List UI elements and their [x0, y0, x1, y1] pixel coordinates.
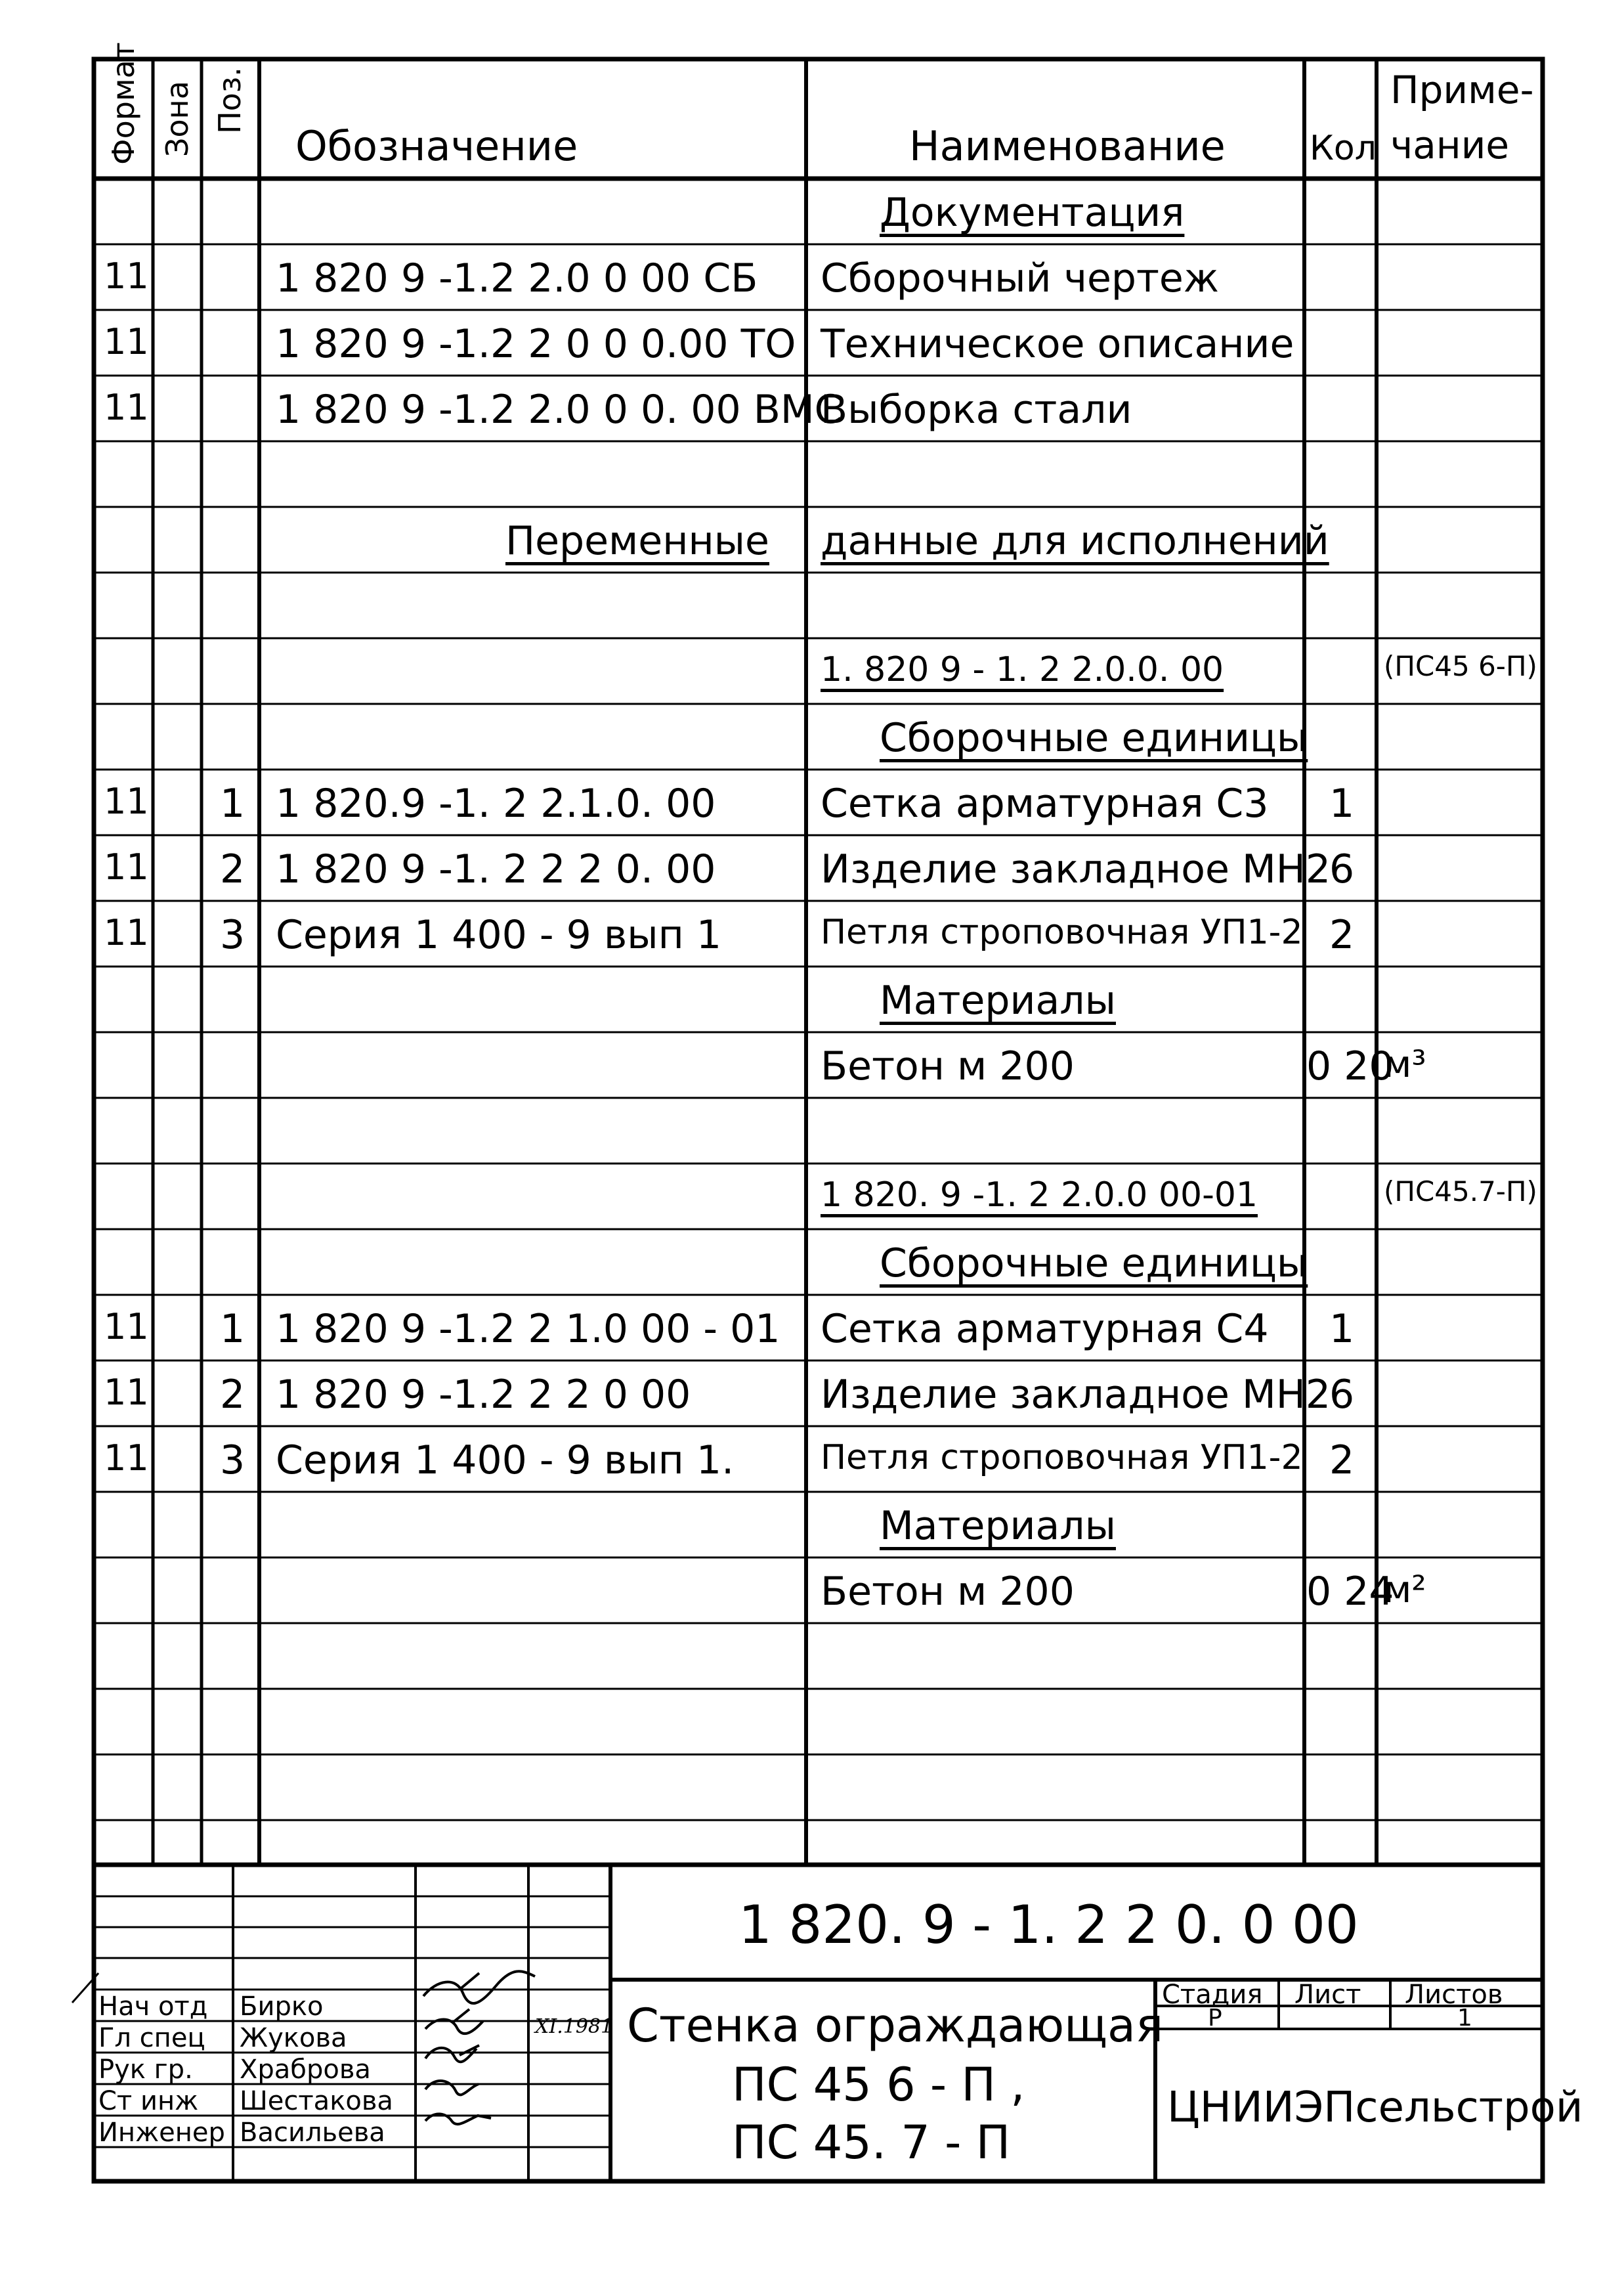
title-block-title-line1: Стенка ограждающая: [627, 1999, 1164, 2053]
row-name: 1. 820 9 - 1. 2 2.0.0. 00: [821, 650, 1224, 689]
row-position: 1: [220, 781, 246, 827]
row-name: Материалы: [880, 978, 1116, 1024]
sheets-value: 1: [1457, 2005, 1472, 2032]
staff-role: Ст инж: [98, 2086, 199, 2116]
staff-name: Жукова: [240, 2023, 347, 2053]
row-format: 11: [104, 321, 149, 362]
row-position: 3: [220, 1437, 246, 1483]
row-name: Изделие закладное МН2: [821, 846, 1331, 892]
row-position: 2: [220, 846, 246, 892]
header-designation: Обозначение: [295, 122, 578, 170]
row-name: данные для исполнений: [821, 518, 1329, 564]
row-position: 3: [220, 912, 246, 958]
header-format: Формат: [106, 42, 141, 165]
staff-name: Храброва: [240, 2055, 371, 2085]
row-note: м³: [1384, 1043, 1426, 1086]
row-designation: Переменные: [505, 518, 769, 564]
row-name: Петля строповочная УП1-2: [821, 1438, 1303, 1477]
row-designation: 1 820 9 -1.2 2 2 0 00: [276, 1372, 691, 1418]
row-name: Сетка арматурная С4: [821, 1306, 1269, 1352]
row-format: 11: [104, 255, 149, 297]
row-note: (ПС45 6-П): [1384, 650, 1537, 682]
header-name: Наименование: [909, 122, 1226, 170]
row-quantity: 0 24: [1306, 1569, 1394, 1615]
row-name: Бетон м 200: [821, 1043, 1075, 1089]
row-designation: 1 820 9 -1.2 2 1.0 00 - 01: [276, 1306, 780, 1352]
signature-date: XI.1981: [535, 2015, 614, 2038]
row-format: 11: [104, 1306, 149, 1347]
row-format: 11: [104, 1437, 149, 1479]
header-note-line1: Приме-: [1390, 68, 1534, 112]
row-designation: 1 820 9 -1.2 2 0 0 0.00 ТО: [276, 321, 796, 367]
row-name: Сборочный чертеж: [821, 255, 1219, 301]
row-format: 11: [104, 846, 149, 888]
title-block-title-line2: ПС 45 6 - П ,: [732, 2058, 1025, 2112]
row-designation: 1 820 9 -1.2 2.0 0 0. 00 ВМС: [276, 387, 842, 433]
staff-role: Инженер: [98, 2118, 225, 2148]
sheet-label: Лист: [1294, 1980, 1361, 2010]
header-zone: Зона: [160, 81, 195, 157]
row-position: 1: [220, 1306, 246, 1352]
row-name: Петля строповочная УП1-2: [821, 913, 1303, 952]
staff-role: Рук гр.: [98, 2055, 193, 2085]
sheets-label: Листов: [1405, 1980, 1503, 2010]
row-designation: 1 820 9 -1.2 2.0 0 00 СБ: [276, 255, 758, 301]
row-quantity: 2: [1329, 912, 1355, 958]
row-quantity: 1: [1329, 781, 1355, 827]
row-name: Материалы: [880, 1503, 1116, 1549]
row-name: Изделие закладное МН2: [821, 1372, 1331, 1418]
row-name: 1 820. 9 -1. 2 2.0.0 00-01: [821, 1175, 1258, 1215]
row-name: Выборка стали: [821, 387, 1132, 433]
row-name: Бетон м 200: [821, 1569, 1075, 1615]
header-note-line2: чание: [1390, 123, 1510, 167]
staff-role: Гл спец: [98, 2023, 205, 2053]
row-designation: 1 820.9 -1. 2 2.1.0. 00: [276, 781, 716, 827]
row-note: м²: [1384, 1569, 1426, 1611]
row-quantity: 6: [1329, 846, 1355, 892]
row-format: 11: [104, 1372, 149, 1413]
row-position: 2: [220, 1372, 246, 1418]
row-name: Сборочные единицы: [880, 715, 1308, 761]
row-note: (ПС45.7-П): [1384, 1175, 1537, 1208]
row-name: Сетка арматурная С3: [821, 781, 1269, 827]
row-format: 11: [104, 387, 149, 428]
row-quantity: 6: [1329, 1372, 1355, 1418]
organization-name: ЦНИИЭПсельстрой: [1167, 2083, 1583, 2132]
row-quantity: 1: [1329, 1306, 1355, 1352]
header-position: Поз.: [212, 67, 247, 134]
stage-label: Стадия: [1162, 1980, 1263, 2010]
row-quantity: 2: [1329, 1437, 1355, 1483]
row-designation: 1 820 9 -1. 2 2 2 0. 00: [276, 846, 716, 892]
staff-name: Васильева: [240, 2118, 385, 2148]
row-name: Документация: [880, 190, 1185, 236]
title-block-designation: 1 820. 9 - 1. 2 2 0. 0 00: [738, 1894, 1359, 1955]
title-block-title-line3: ПС 45. 7 - П: [732, 2116, 1011, 2169]
row-quantity: 0 20: [1306, 1043, 1394, 1089]
row-format: 11: [104, 781, 149, 822]
row-name: Техническое описание: [821, 321, 1294, 367]
row-format: 11: [104, 912, 149, 953]
staff-role: Нач отд: [98, 1991, 208, 2022]
row-name: Сборочные единицы: [880, 1240, 1308, 1286]
staff-name: Шестакова: [240, 2086, 393, 2116]
stage-value: Р: [1208, 2005, 1222, 2032]
row-designation: Серия 1 400 - 9 вып 1.: [276, 1437, 735, 1483]
row-designation: Серия 1 400 - 9 вып 1: [276, 912, 722, 958]
header-quantity: Кол: [1310, 129, 1377, 168]
staff-name: Бирко: [240, 1991, 324, 2022]
